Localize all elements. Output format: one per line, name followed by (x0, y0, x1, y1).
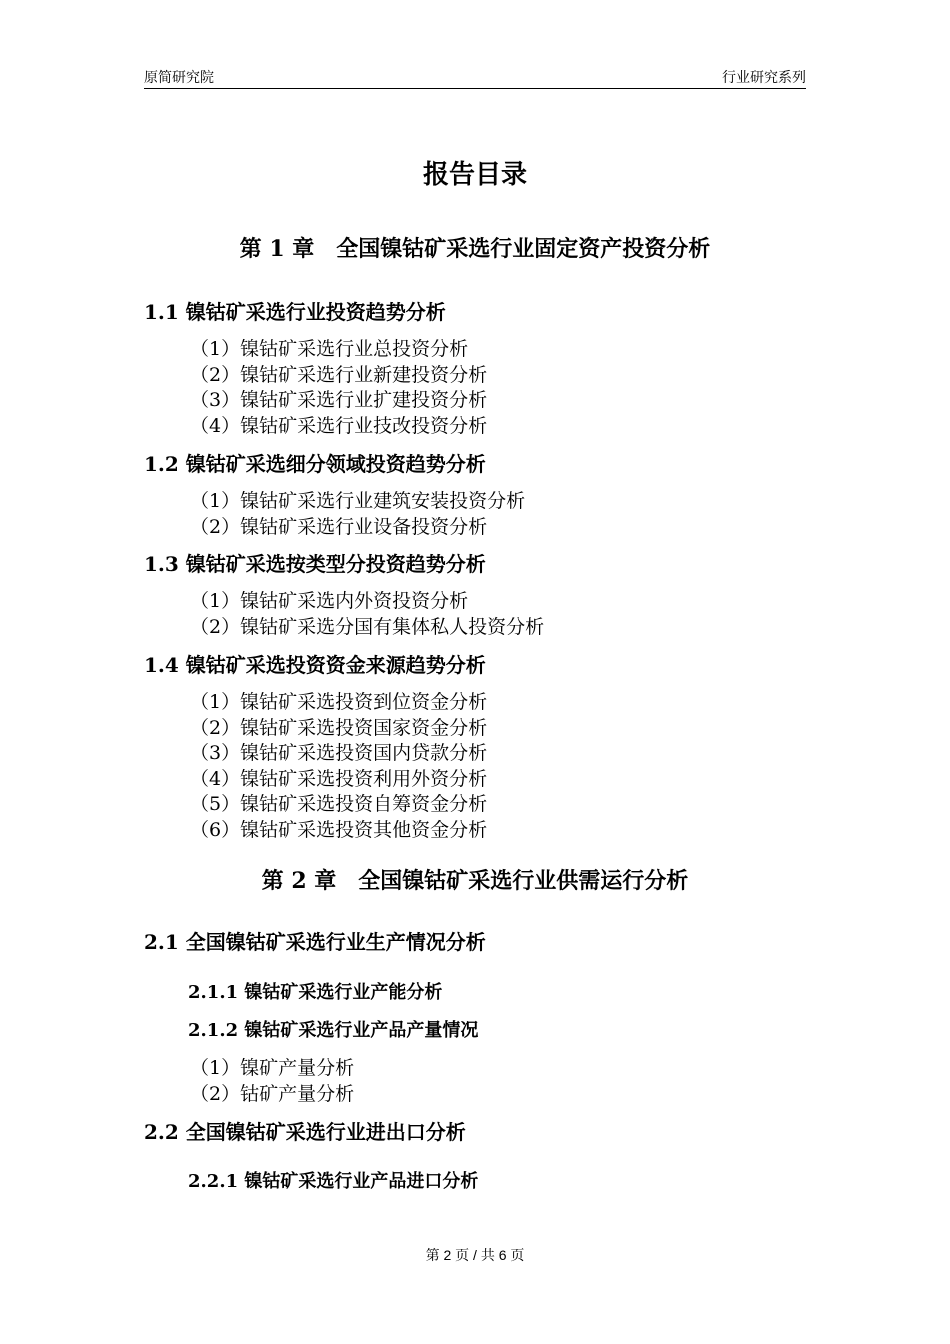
toc-item: （5）镍钴矿采选投资自筹资金分析 (190, 793, 488, 815)
toc-item: （4）镍钴矿采选行业技改投资分析 (190, 414, 488, 437)
toc-item: （4）镍钴矿采选投资利用外资分析 (190, 767, 488, 790)
chapter-1-heading: 第 1 章 全国镍钴矿采选行业固定资产投资分析 (239, 236, 711, 262)
toc-item: （2）镍钴矿采选投资国家资金分析 (190, 716, 488, 739)
toc-item: （6）镍钴矿采选投资其他资金分析 (190, 818, 488, 841)
subsection-2-2-1-heading: 2.2.1 镍钴矿采选行业产品进口分析 (188, 1171, 479, 1192)
toc-item: （1）镍钴矿采选投资到位资金分析 (190, 691, 488, 713)
chapter-2-heading: 第 2 章 全国镍钴矿采选行业供需运行分析 (261, 868, 689, 894)
section-2-1-heading: 2.1 全国镍钴矿采选行业生产情况分析 (144, 930, 486, 954)
section-1-1-heading: 1.1 镍钴矿采选行业投资趋势分析 (144, 300, 446, 324)
header-series-name: 行业研究系列 (722, 69, 806, 85)
subsection-2-1-1-heading: 2.1.1 镍钴矿采选行业产能分析 (188, 982, 443, 1003)
toc-item: （2）镍钴矿采选分国有集体私人投资分析 (190, 615, 545, 638)
toc-item: （3）镍钴矿采选行业扩建投资分析 (190, 389, 488, 411)
header-org-name: 原简研究院 (144, 69, 214, 85)
section-1-3-items (190, 589, 544, 640)
section-1-4-heading: 1.4 镍钴矿采选投资资金来源趋势分析 (144, 653, 486, 677)
report-toc-title: 报告目录 (422, 160, 527, 190)
toc-item: （2）镍钴矿采选行业设备投资分析 (190, 515, 488, 538)
toc-item: （1）镍钴矿采选内外资投资分析 (190, 590, 469, 612)
section-1-3-heading: 1.3 镍钴矿采选按类型分投资趋势分析 (144, 552, 486, 576)
section-1-2-heading: 1.2 镍钴矿采选细分领域投资趋势分析 (144, 452, 486, 476)
section-2-2-heading: 2.2 全国镍钴矿采选行业进出口分析 (144, 1120, 466, 1144)
subsection-2-1-2-heading: 2.1.2 镍钴矿采选行业产品产量情况 (188, 1020, 479, 1041)
toc-item: （1）镍矿产量分析 (190, 1057, 355, 1079)
toc-item: （1）镍钴矿采选行业总投资分析 (190, 338, 469, 360)
section-1-4-items (190, 690, 487, 843)
section-1-2-items (190, 489, 525, 540)
header-rule (144, 88, 806, 89)
toc-item: （2）镍钴矿采选行业新建投资分析 (190, 363, 488, 386)
toc-item: （2）钴矿产量分析 (190, 1082, 355, 1105)
subsection-2-1-2-items (190, 1056, 354, 1107)
toc-item: （3）镍钴矿采选投资国内贷款分析 (190, 742, 488, 764)
page-number-footer: 第 2 页 / 共 6 页 (425, 1247, 525, 1263)
toc-item: （1）镍钴矿采选行业建筑安装投资分析 (190, 490, 526, 512)
section-1-1-items (190, 337, 487, 439)
